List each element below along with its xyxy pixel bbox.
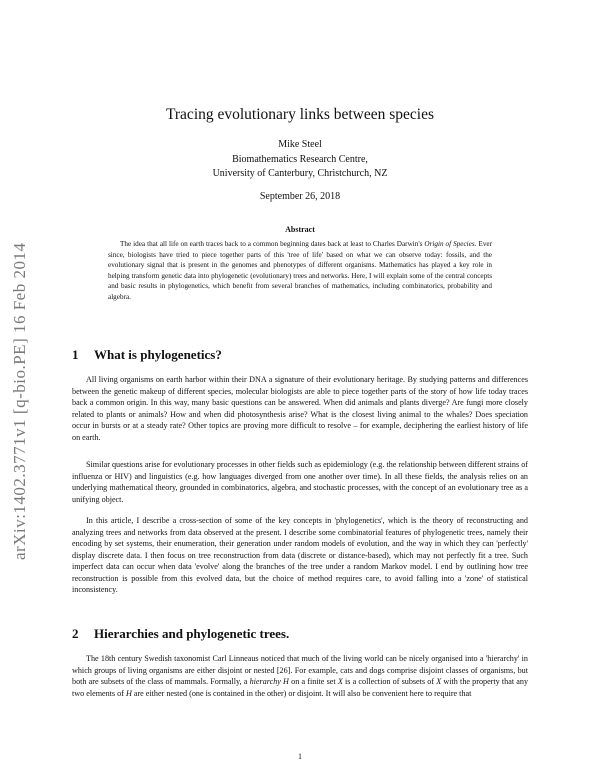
section-1-paragraph-1: All living organisms on earth harbor within their DNA a signature of their evolutionary heritage. By studying patterns and differences between the genetic makeup of different species, molecular biologists are able to piece together parts of the story of how life today traces back a common origin. In this way, many basic questions can be answered. When did animals and plants diverge? Are fungi more closely related to plants or animals? How and when did photosynthesis arise? What is the closest living animal to the whales? Does speciation occur in bursts or at a steady rate? Other topics are proving more difficult to resolve – for example, deciphering the earliest history of life on earth.: [72, 375, 528, 442]
section-1-heading: [72, 347, 532, 363]
page-number: 1: [298, 752, 302, 761]
section-2-italic-3: X: [436, 677, 442, 687]
section-1-number: 1: [72, 347, 79, 362]
section-2-paragraph-1: [72, 653, 528, 699]
section-1-paragraph-2: Similar questions arise for evolutionary processes in other fields such as epidemiology (e.g. the relationship between different strains of influenza or HIV) and linguistics (e.g. how languages diverged from one another over time). In all these fields, the analysis relies on an underlying mathematical theory, grounded in combinatorics, algebra, and stochastic processes, with the concept of an evolutionary tree as a unifying object.: [72, 460, 528, 504]
paper-title: Tracing evolutionary links between species: [165, 106, 435, 123]
author-name: Mike Steel: [278, 139, 322, 150]
paper-date: September 26, 2018: [259, 191, 341, 202]
section-2-italic-2: X: [337, 677, 343, 687]
affiliation-line-2: University of Canterbury, Christchurch, NZ: [212, 168, 388, 179]
section-2-text-4: with the property that any two elements of: [72, 677, 529, 698]
section-2-italic-4: H: [125, 688, 132, 698]
section-2-text-5: are either nested (one is contained in the other) or disjoint. It will also be convenient here to require that: [131, 688, 472, 698]
abstract-text-2: . Ever since, biologists have tried to piece together parts of this 'tree of life' based on what we can observe today: fossils, and the evolutionary signal that is present in the genomes and phenotypes of different organisms. Mathematics has played a key role in helping transform genetic data into phylogenetic (evolutionary) trees and networks. Here, I will explain some of the central concepts and basic results in phylogenetics, which benefit from several branches of mathematics, including combinatorics, probability and algebra.: [108, 240, 493, 301]
section-1-title: What is phylogenetics?: [94, 347, 222, 362]
abstract-heading: Abstract: [285, 225, 315, 234]
abstract-italic-title: Origin of Species: [424, 240, 475, 248]
section-2-text-2: on a finite set: [288, 677, 338, 687]
section-2-italic-1: hierarchy H: [249, 677, 289, 687]
section-2-text-3: is a collection of subsets of: [342, 677, 437, 687]
affiliation-line-1: Biomathematics Research Centre,: [232, 154, 368, 165]
section-2-text-1: The 18th century Swedish taxonomist Carl Linneaus noticed that much of the living world can be nicely organised into a 'hierarchy' in which groups of living organisms are either disjoint or nested [26]. For example, cats and dogs comprise disjoint classes of organisms, but both are subsets of the class of mammals. Formally, a: [72, 654, 528, 687]
abstract-body: [108, 239, 492, 302]
arxiv-identifier-stamp: arXiv:1402.3771v1 [q-bio.PE] 16 Feb 2014: [10, 242, 29, 560]
section-2-heading: [72, 626, 532, 642]
section-2-title: Hierarchies and phylogenetic trees.: [94, 626, 290, 641]
abstract-text-1: The idea that all life on earth traces back to a common beginning dates back at least to Charles Darwin's: [120, 240, 425, 248]
section-2-number: 2: [72, 626, 79, 641]
section-1-paragraph-3: In this article, I describe a cross-section of some of the key concepts in 'phylogenetics', which is the theory of reconstructing and analyzing trees and networks from data observed at the present. I describe some combinatorial features of phylogenetic trees, namely their encoding by set systems, their enumeration, their generation under random models of evolution, and the way in which they can 'perfectly' display discrete data. I then focus on tree reconstruction from data (discrete or distance-based), which may not perfectly fit a tree. Such imperfect data can occur when data 'evolve' along the branches of the tree under a random Markov model. I end by outlining how tree reconstruction is possible from this evolved data, but the choice of method requires care, to avoid falling into a 'zone' of statistical inconsistency.: [72, 516, 528, 595]
